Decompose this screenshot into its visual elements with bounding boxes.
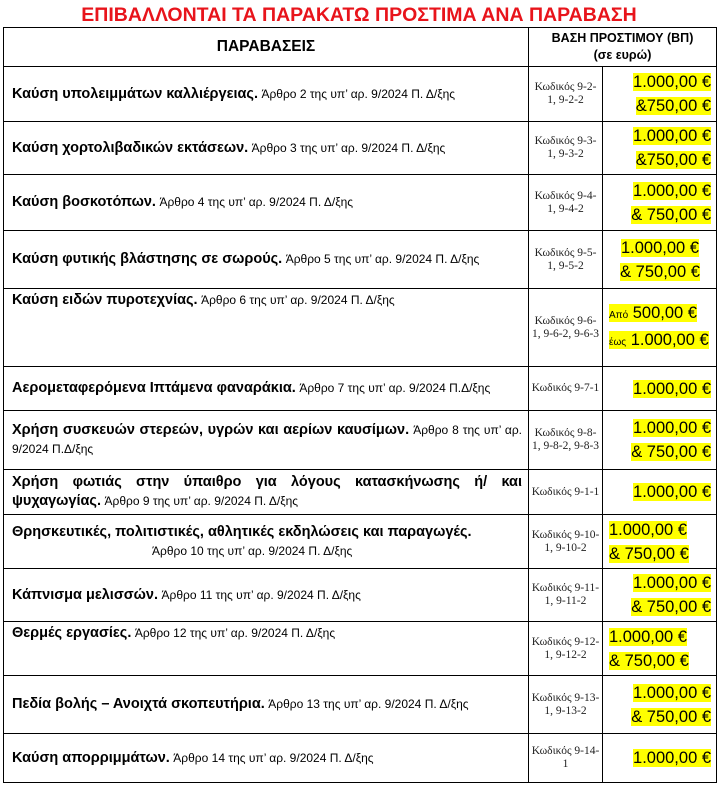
code-cell: Κωδικός 9-5-1, 9-5-2 xyxy=(529,231,603,289)
fine-amount-reduced: & 750,00 € xyxy=(609,651,689,670)
fines-table xyxy=(3,27,717,783)
violation-cell xyxy=(4,676,529,734)
violation-name: Χρήση φωτιάς στην ύπαιθρο για λόγους κατασκήνωσης ή/ και ψυχαγωγίας. xyxy=(12,474,522,509)
code-cell: Κωδικός 9-8-1, 9-8-2, 9-8-3 xyxy=(529,411,603,470)
code-cell: Κωδικός 9-12-1, 9-12-2 xyxy=(529,622,603,676)
fine-amount-reduced: & 750,00 € xyxy=(609,544,689,563)
violation-cell xyxy=(4,411,529,470)
fine-cell xyxy=(603,231,717,289)
violation-cell xyxy=(4,367,529,411)
violation-name: Κάπνισμα μελισσών. xyxy=(12,586,159,603)
table-row xyxy=(4,676,717,734)
table-row xyxy=(4,289,717,367)
table-row xyxy=(4,231,717,289)
table-row xyxy=(4,470,717,515)
table-row xyxy=(4,569,717,622)
code-cell: Κωδικός 9-10-1, 9-10-2 xyxy=(529,515,603,569)
fine-amount: 1.000,00 € xyxy=(633,127,712,145)
header-fine-label: ΒΑΣΗ ΠΡΟΣΤΙΜΟΥ (ΒΠ) xyxy=(551,31,694,45)
fine-amount: 1.000,00 € xyxy=(633,749,712,767)
table-row xyxy=(4,175,717,231)
violation-cell xyxy=(4,569,529,622)
fine-cell xyxy=(603,175,717,231)
violation-cell xyxy=(4,734,529,783)
fine-amount: 1.000,00 € xyxy=(621,238,699,257)
fine-amount-reduced: & 750,00 € xyxy=(631,205,712,224)
violation-name: Αερομεταφερόμενα Ιπτάμενα φαναράκια. xyxy=(12,380,296,396)
violation-name: Καύση ειδών πυροτεχνίας. xyxy=(12,292,198,308)
violation-cell xyxy=(4,122,529,175)
violation-name: Πεδία βολής – Ανοιχτά σκοπευτήρια. xyxy=(12,696,265,712)
fine-amount-min: 500,00 € xyxy=(632,303,697,322)
code-cell: Κωδικός 9-11-1, 9-11-2 xyxy=(529,569,603,622)
fine-to-label: έως xyxy=(609,336,627,348)
violation-name: Θρησκευτικές, πολιτιστικές, αθλητικές εκδηλώσεις και παραγωγές. xyxy=(12,523,472,540)
header-fine-base xyxy=(529,28,717,67)
code-cell: Κωδικός 9-4-1, 9-4-2 xyxy=(529,175,603,231)
fine-amount: 1.000,00 € xyxy=(633,419,712,437)
fine-cell xyxy=(603,470,717,515)
fine-amount: 1.000,00 € xyxy=(633,73,712,91)
table-row xyxy=(4,734,717,783)
table-row xyxy=(4,122,717,175)
violation-name: Θερμές εργασίες. xyxy=(12,625,132,641)
fine-amount-max: 1.000,00 € xyxy=(630,330,709,349)
code-cell: Κωδικός 9-7-1 xyxy=(529,367,603,411)
violation-article: Άρθρο 5 της υπ’ αρ. 9/2024 Π. Δ/ξης xyxy=(285,252,480,266)
violation-name: Καύση βοσκοτόπων. xyxy=(12,194,156,210)
violation-cell xyxy=(4,622,529,676)
violation-article: Άρθρο 14 της υπ’ αρ. 9/2024 Π. Δ/ξης xyxy=(173,750,374,765)
violation-cell xyxy=(4,470,529,515)
violation-article: Άρθρο 10 της υπ’ αρ. 9/2024 Π. Δ/ξης xyxy=(152,543,353,558)
violation-article: Άρθρο 12 της υπ’ αρ. 9/2024 Π. Δ/ξης xyxy=(134,626,336,640)
fine-cell xyxy=(603,67,717,122)
fine-amount: 1.000,00 € xyxy=(633,574,712,592)
fine-amount-reduced: & 750,00 € xyxy=(620,262,700,281)
code-cell: Κωδικός 9-2-1, 9-2-2 xyxy=(529,67,603,122)
violation-article: Άρθρο 3 της υπ’ αρ. 9/2024 Π. Δ/ξης xyxy=(251,140,446,155)
fine-cell xyxy=(603,734,717,783)
fine-cell xyxy=(603,367,717,411)
fine-amount: 1.000,00 € xyxy=(633,379,712,398)
fine-cell xyxy=(603,411,717,470)
fine-amount-reduced: &750,00 € xyxy=(635,151,712,169)
table-row xyxy=(4,411,717,470)
table-row xyxy=(4,515,717,569)
fine-cell xyxy=(603,289,717,367)
table-row xyxy=(4,67,717,122)
fine-amount-reduced: & 750,00 € xyxy=(631,443,712,461)
violation-article: Άρθρο 6 της υπ’ αρ. 9/2024 Π. Δ/ξης xyxy=(201,293,395,307)
fine-cell xyxy=(603,622,717,676)
violation-cell xyxy=(4,515,529,569)
table-row xyxy=(4,622,717,676)
fine-cell xyxy=(603,515,717,569)
table-row xyxy=(4,367,717,411)
fine-amount: 1.000,00 € xyxy=(633,483,712,501)
code-cell: Κωδικός 9-1-1 xyxy=(529,470,603,515)
violation-cell xyxy=(4,289,529,367)
header-violations: ΠΑΡΑΒΑΣΕΙΣ xyxy=(4,28,529,67)
fine-from-label: Από xyxy=(609,309,629,321)
fine-cell xyxy=(603,676,717,734)
table-header xyxy=(4,28,717,67)
fine-amount-reduced: &750,00 € xyxy=(635,97,712,115)
code-cell: Κωδικός 9-13-1, 9-13-2 xyxy=(529,676,603,734)
fine-cell xyxy=(603,122,717,175)
violation-article: Άρθρο 4 της υπ’ αρ. 9/2024 Π. Δ/ξης xyxy=(159,195,354,209)
violation-name: Χρήση συσκευών στερεών, υγρών και αερίων καυσίμων. xyxy=(12,422,410,438)
violation-article: Άρθρο 11 της υπ’ αρ. 9/2024 Π. Δ/ξης xyxy=(161,587,361,602)
fine-amount: 1.000,00 € xyxy=(633,181,712,200)
violation-name: Καύση χορτολιβαδικών εκτάσεων. xyxy=(12,139,249,156)
code-cell: Κωδικός 9-3-1, 9-3-2 xyxy=(529,122,603,175)
violation-article: Άρθρο 13 της υπ’ αρ. 9/2024 Π. Δ/ξης xyxy=(268,697,469,711)
fine-amount: 1.000,00 € xyxy=(609,627,687,646)
fine-amount: 1.000,00 € xyxy=(633,683,712,702)
fine-amount-reduced: & 750,00 € xyxy=(631,707,712,726)
fine-amount: 1.000,00 € xyxy=(609,520,687,539)
violation-cell xyxy=(4,67,529,122)
fine-cell xyxy=(603,569,717,622)
code-cell: Κωδικός 9-6-1, 9-6-2, 9-6-3 xyxy=(529,289,603,367)
header-fine-unit: (σε ευρώ) xyxy=(593,48,652,62)
violation-name: Καύση υπολειμμάτων καλλιέργειας. xyxy=(12,85,258,102)
violation-name: Καύση φυτικής βλάστησης σε σωρούς. xyxy=(12,251,283,267)
violation-article: Άρθρο 8 της υπ’ αρ. 9/2024 Π.Δ/ξης xyxy=(12,423,522,456)
fine-amount-reduced: & 750,00 € xyxy=(631,598,712,616)
page-title: ΕΠΙΒΑΛΛΟΝΤΑΙ ΤΑ ΠΑΡΑΚΑΤΩ ΠΡΟΣΤΙΜΑ ΑΝΑ ΠΑΡΑΒΑΣΗ xyxy=(81,4,637,26)
violation-article: Άρθρο 2 της υπ’ αρ. 9/2024 Π. Δ/ξης xyxy=(261,86,456,101)
violation-cell xyxy=(4,175,529,231)
violation-cell xyxy=(4,231,529,289)
violation-article: Άρθρο 9 της υπ’ αρ. 9/2024 Π. Δ/ξης xyxy=(104,494,299,508)
violation-article: Άρθρο 7 της υπ’ αρ. 9/2024 Π.Δ/ξης xyxy=(299,381,491,395)
violation-name: Καύση απορριμμάτων. xyxy=(12,749,170,766)
code-cell: Κωδικός 9-14-1 xyxy=(529,734,603,783)
